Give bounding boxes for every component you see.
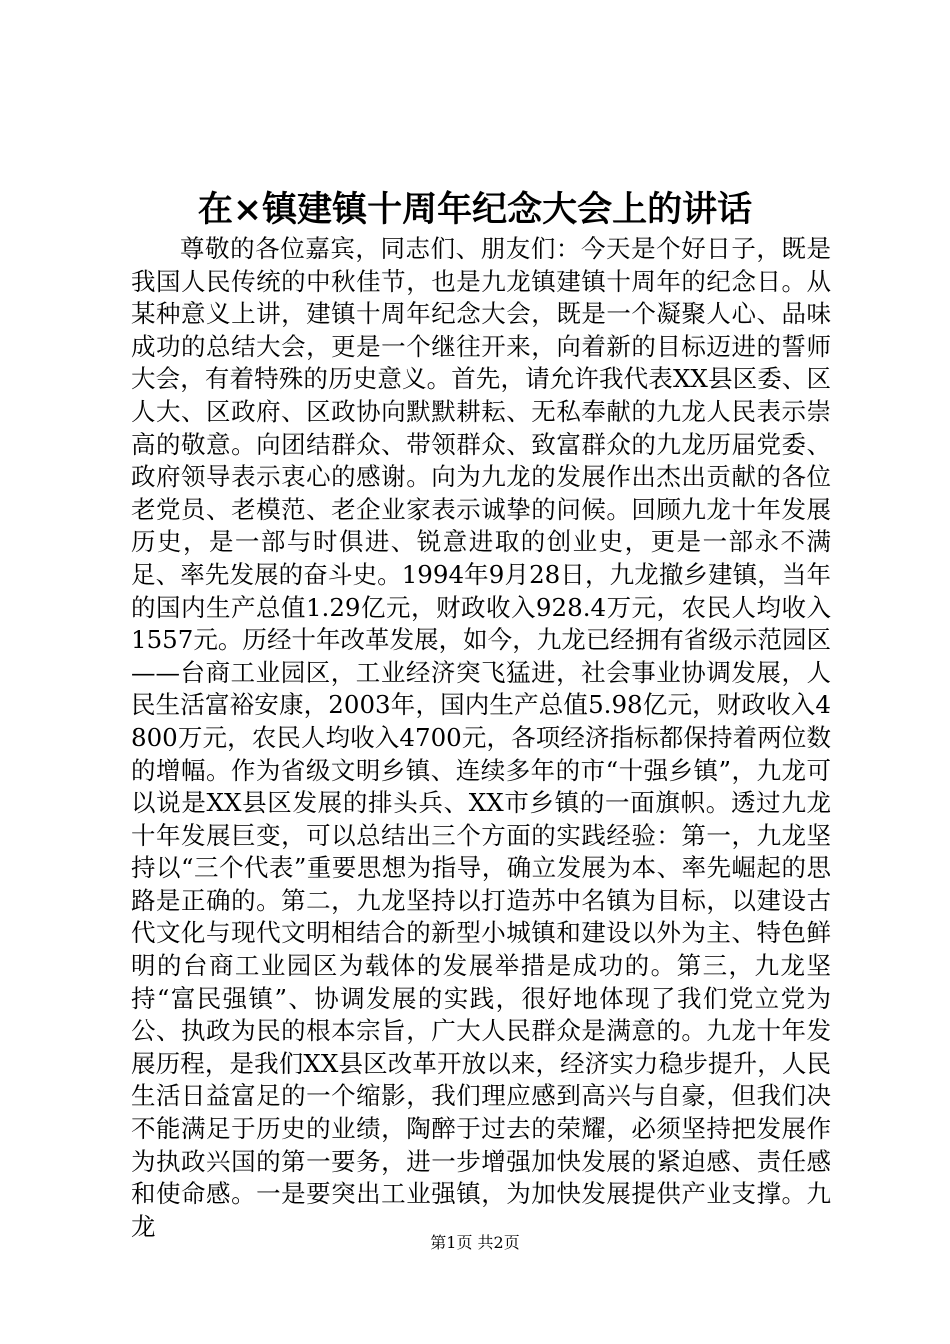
speech-body: 尊敬的各位嘉宾，同志们、朋友们：今天是个好日子，既是我国人民传统的中秋佳节，也是九龙镇建镇十周年的纪念日。从某种意义上讲，建镇十周年纪念大会，既是一个凝聚人心、品味成功的总结大会，更是一个继往开来，向着新的目标迈进的誓师大会，有着特殊的历史意义。首先，请允许我代表XX县区委、区人大、区政府、区政协向默默耕耘、无私奉献的九龙人民表示崇高的敬意。向团结群众、带领群众、致富群众的九龙历届党委、政府领导表示衷心的感谢。向为九龙的发展作出杰出贡献的各位老党员、老模范、老企业家表示诚挚的问候。回顾九龙十年发展历史，是一部与时俱进、锐意进取的创业史，更是一部永不满足、率先发展的奋斗史。1994年9月28日，九龙撤乡建镇，当年的国内生产总值1.29亿元，财政收入928.4万元，农民人均收入1557元。历经十年改革发展，如今，九龙已经拥有省级示范园区——台商工业园区，工业经济突飞猛进，社会事业协调发展，人民生活富裕安康，2003年，国内生产总值5.98亿元，财政收入4800万元，农民人均收入4700元，各项经济指标都保持着两位数的增幅。作为省级文明乡镇、连续多年的市“十强乡镇”，九龙可以说是XX县区发展的排头兵、XX市乡镇的一面旗帜。透过九龙十年发展巨变，可以总结出三个方面的实践经验：第一，九龙坚持以“三个代表”重要思想为指导，确立发展为本、率先崛起的思路是正确的。第二，九龙坚持以打造苏中名镇为目标，以建设古代文化与现代文明相结合的新型小城镇和建设以外为主、特色鲜明的台商工业园区为载体的发展举措是成功的。第三，九龙坚持“富民强镇”、协调发展的实践，很好地体现了我们党立党为公、执政为民的根本宗旨，广大人民群众是满意的。九龙十年发展历程，是我们XX县区改革开放以来，经济实力稳步提升，人民生活日益富足的一个缩影，我们理应感到高兴与自豪，但我们决不能满足于历史的业绩，陶醉于过去的荣耀，必须坚持把发展作为执政兴国的第一要务，进一步增强加快发展的紧迫感、责任感和使命感。一是要突出工业强镇，为加快发展提供产业支撑。九龙	[131, 234, 831, 1241]
document-title: 在×镇建镇十周年纪念大会上的讲话	[197, 189, 753, 230]
page-number: 第1页 共2页	[430, 1233, 520, 1252]
